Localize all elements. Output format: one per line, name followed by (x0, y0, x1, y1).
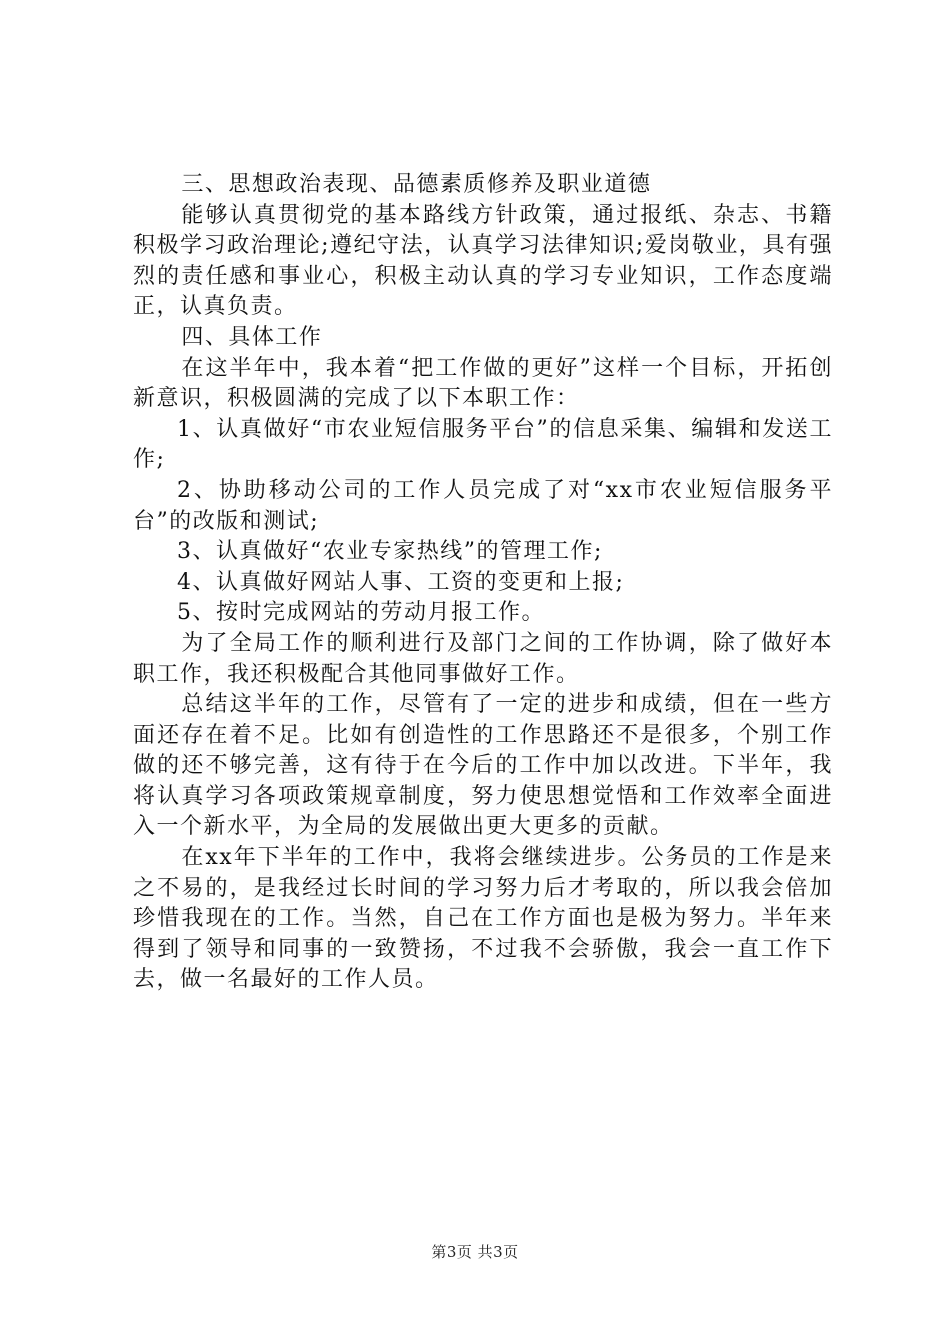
paragraph-cooperation: 为了全局工作的顺利进行及部门之间的工作协调，除了做好本职工作，我还积极配合其他同事做好工作。 (133, 630, 833, 687)
section-heading-4: 四、具体工作 (181, 324, 323, 350)
list-item: 2、协助移动公司的工作人员完成了对“xx市农业短信服务平台”的改版和测试; (133, 477, 833, 534)
paragraph-work-intro: 在这半年中，我本着“把工作做的更好”这样一个目标，开拓创新意识，积极圆满的完成了以下本职工作： (133, 355, 833, 412)
paragraph-outlook: 在xx年下半年的工作中，我将会继续进步。公务员的工作是来之不易的，是我经过长时间的学习努力后才考取的，所以我会倍加珍惜我现在的工作。当然，自己在工作方面也是极为努力。半年来得到了领导和同事的一致赞扬，不过我不会骄傲，我会一直工作下去，做一名最好的工作人员。 (133, 845, 833, 993)
document-body (133, 170, 833, 996)
paragraph-summary: 总结这半年的工作，尽管有了一定的进步和成绩，但在一些方面还存在着不足。比如有创造性的工作思路还不是很多，个别工作做的还不够完善，这有待于在今后的工作中加以改进。下半年，我将认真学习各项政策规章制度，努力使思想觉悟和工作效率全面进入一个新水平，为全局的发展做出更大更多的贡献。 (133, 692, 833, 840)
list-item: 3、认真做好“农业专家热线”的管理工作; (177, 539, 603, 565)
page-footer: 第3页 共3页 (431, 1243, 519, 1261)
list-item: 5、按时完成网站的劳动月报工作。 (177, 600, 545, 626)
list-item: 1、认真做好“市农业短信服务平台”的信息采集、编辑和发送工作; (133, 416, 833, 473)
paragraph-political-performance: 能够认真贯彻党的基本路线方针政策，通过报纸、杂志、书籍积极学习政治理论;遵纪守法，认真学习法律知识;爱岗敬业，具有强烈的责任感和事业心，积极主动认真的学习专业知识，工作态度端正，认真负责。 (133, 202, 833, 320)
list-item: 4、认真做好网站人事、工资的变更和上报; (177, 569, 625, 595)
section-heading-3: 三、思想政治表现、品德素质修养及职业道德 (181, 172, 652, 197)
